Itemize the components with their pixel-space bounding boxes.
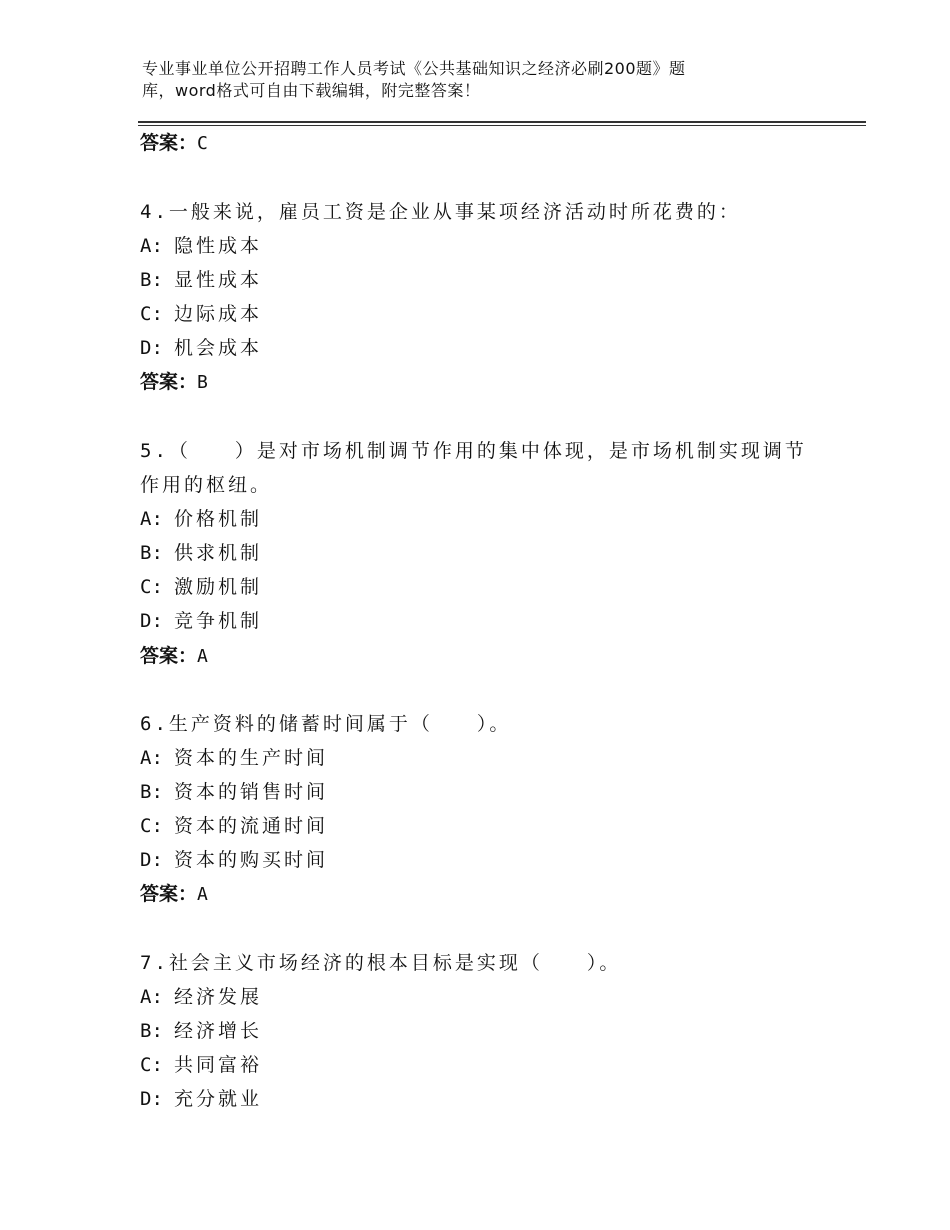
document-header: [142, 58, 782, 102]
question-4-stem: 4.一般来说，雇员工资是企业从事某项经济活动时所花费的：: [140, 201, 741, 223]
option-key: B:: [140, 1020, 163, 1042]
option-key: A:: [140, 235, 163, 257]
answer-label: 答案：: [140, 883, 198, 905]
question-6-option-d: [140, 843, 328, 877]
header-divider-thin: [138, 125, 866, 126]
option-key: D:: [140, 610, 163, 632]
option-key: B:: [140, 269, 163, 291]
option-key: D:: [140, 1088, 163, 1110]
option-key: C:: [140, 815, 163, 837]
question-4-answer: [140, 370, 208, 395]
option-key: B:: [140, 542, 163, 564]
question-4-option-c: [140, 297, 262, 331]
option-text: 价格机制: [174, 508, 263, 530]
question-7-option-c: [140, 1048, 262, 1082]
question-6-stem: 6.生产资料的储蓄时间属于（ ）。: [140, 713, 512, 735]
header-title-line-1: 专业事业单位公开招聘工作人员考试《公共基础知识之经济必刷200题》题: [142, 59, 686, 78]
option-text: 竞争机制: [174, 610, 263, 632]
option-key: A:: [140, 508, 163, 530]
answer-value: A: [197, 646, 208, 667]
question-7-option-a: [140, 980, 262, 1014]
option-key: D:: [140, 849, 163, 871]
option-text: 资本的销售时间: [174, 781, 329, 803]
question-4-option-a: [140, 229, 262, 263]
option-text: 资本的购买时间: [174, 849, 329, 871]
question-5-option-b: [140, 536, 262, 570]
option-text: 显性成本: [174, 269, 263, 291]
option-key: D:: [140, 337, 163, 359]
question-6-option-a: [140, 741, 328, 775]
answer-value: A: [197, 884, 208, 905]
option-text: 供求机制: [174, 542, 263, 564]
question-6-answer: [140, 882, 208, 907]
question-7-option-b: [140, 1014, 262, 1048]
option-text: 机会成本: [174, 337, 263, 359]
option-key: A:: [140, 986, 163, 1008]
option-text: 充分就业: [174, 1088, 263, 1110]
question-4-option-d: [140, 331, 262, 365]
option-text: 经济增长: [174, 1020, 263, 1042]
question-5-stem-line-2: 作用的枢纽。: [140, 474, 273, 496]
option-text: 资本的流通时间: [174, 815, 329, 837]
answer-value: B: [197, 372, 208, 393]
question-6-option-b: [140, 775, 328, 809]
prev-answer: [140, 131, 208, 156]
option-text: 资本的生产时间: [174, 747, 329, 769]
option-key: C:: [140, 576, 163, 598]
header-title-line-2: 库，word格式可自由下载编辑，附完整答案！: [142, 81, 481, 100]
option-key: A:: [140, 747, 163, 769]
question-7-stem: 7.社会主义市场经济的根本目标是实现（ ）。: [140, 952, 622, 974]
question-6-option-c: [140, 809, 328, 843]
option-text: 隐性成本: [174, 235, 263, 257]
question-5-option-a: [140, 502, 262, 536]
option-text: 边际成本: [174, 303, 263, 325]
question-5-stem-line-1: 5.（ ）是对市场机制调节作用的集中体现，是市场机制实现调节: [140, 440, 807, 462]
option-text: 激励机制: [174, 576, 263, 598]
answer-label: 答案：: [140, 371, 198, 393]
question-7-option-d: [140, 1082, 262, 1116]
option-key: C:: [140, 1054, 163, 1076]
question-5-option-c: [140, 570, 262, 604]
question-5-answer: [140, 644, 208, 669]
header-divider-thick: [138, 121, 866, 123]
option-key: B:: [140, 781, 163, 803]
option-key: C:: [140, 303, 163, 325]
option-text: 经济发展: [174, 986, 263, 1008]
answer-label: 答案：: [140, 645, 198, 667]
question-5-option-d: [140, 604, 262, 638]
answer-label: 答案：: [140, 132, 198, 154]
question-4-option-b: [140, 263, 262, 297]
option-text: 共同富裕: [174, 1054, 263, 1076]
answer-value: C: [197, 133, 208, 154]
